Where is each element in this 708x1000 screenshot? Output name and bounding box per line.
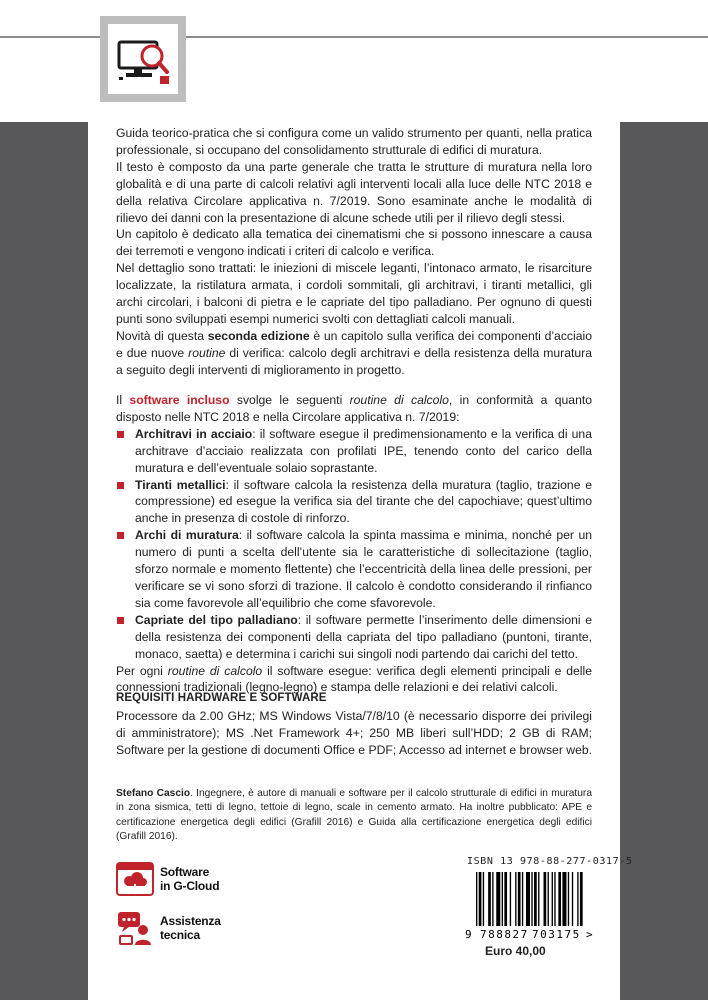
- closing-italic: routine di calcolo: [167, 663, 263, 678]
- software-list: [116, 426, 592, 663]
- requirements-block: [116, 690, 592, 759]
- support-chat-icon: [116, 910, 154, 946]
- novita-paragraph: [116, 328, 592, 379]
- isbn-text: ISBN 13 978-88-277-0317-5: [467, 856, 633, 867]
- software-italic: routine di calcolo: [349, 393, 449, 407]
- requirements-text: Processore da 2.00 GHz; MS Windows Vista/7/8/10 (è necessario disporre dei privilegi di amministratore); MS .Net Framework 4+; 250 MB liberi sull’HDD; 2 GB di RAM; Software per la gestione di documenti Office e PDF; Accesso ad internet e browser web.: [116, 708, 593, 757]
- software-pre: Il: [116, 393, 130, 407]
- barcode-bar: [522, 872, 523, 926]
- barcode-bar: [476, 872, 477, 926]
- barcode-bar: [552, 872, 553, 926]
- bullet-square-icon: [117, 482, 124, 489]
- software-block: [116, 392, 592, 696]
- barcode-bar: [531, 872, 532, 926]
- cloud-download-icon: [116, 862, 154, 896]
- bullet-square-icon: [117, 431, 124, 438]
- list-item: [116, 477, 592, 528]
- list-item-text: : il software calcola la resistenza della muratura (taglio, trazione e compressione) ed esegue la verifica sia del tirante che del capochiave; quest’ultimo anche in presenza di costole di rinforzo.: [135, 477, 592, 526]
- list-item: [116, 612, 592, 663]
- author-bio: . Ingegnere, è autore di manuali e software per il calcolo strutturale di edifici in muratura in zona sismica, tetti di legno, tettoie di legno, scale in cemento armato. Ha inoltre pubblicato: APE e certificazione energetica degli edifici (Grafill 2016) e Guida alla certificazione energetica degli edifici (Grafill 2016).: [116, 788, 592, 843]
- closing-post: il software esegue: verifica degli elementi principali e delle connessioni tradizionali (legno-legno) e stampa delle relazioni e dei relativi calcoli.: [116, 663, 592, 695]
- barcode-bar: [558, 872, 561, 926]
- barcode-bar: [568, 872, 569, 926]
- support-label: [160, 914, 221, 942]
- computer-magnifier-icon: [116, 34, 172, 86]
- barcode-bar: [526, 872, 530, 926]
- barcode-bar: [544, 872, 547, 926]
- barcode-bar: [483, 872, 484, 926]
- intro-paragraph-3: Un capitolo è dedicato alla tematica dei cinematismi che si possono innescare a causa dei terremoti e vengono indicati i criteri di calcolo e verifica.: [116, 227, 592, 259]
- software-intro: [116, 392, 592, 426]
- barcode-bars: [476, 872, 583, 926]
- badge-line-2: tecnica: [160, 928, 200, 942]
- barcode-bar: [492, 872, 493, 926]
- list-item: [116, 527, 592, 612]
- list-item-text: : il software permette l’inserimento delle dimensioni e della resistenza dei componenti della capriata del tipo palladiano (puntoni, tirante, monaco, saetta) e determina i carichi sui singoli nodi partendo dai carichi del tetto.: [135, 612, 593, 661]
- barcode: [464, 872, 596, 940]
- novita-italic: routine: [188, 345, 226, 360]
- barcode-bar: [572, 872, 573, 926]
- description-block: [116, 125, 592, 379]
- intro-paragraph-2: Il testo è composto da una parte generale che tratta le strutture di muratura nella loro globalità e di una parte di calcoli relativi agli interventi locali alla luce delle NTC 2018 e della relativa Circolare applicativa n. 7/2019. Sono esaminate anche le modalità di rilievo dei danni con la presentazione di alcune schede utili per il rilievo degli stessi.: [116, 159, 592, 225]
- list-item-title: Archi di muratura: [135, 528, 239, 543]
- barcode-bar: [479, 872, 482, 926]
- barcode-bar: [580, 872, 583, 926]
- barcode-bar: [534, 872, 537, 926]
- novita-mid: è un capitolo sulla verifica dei componenti d’acciaio e due nuove: [116, 328, 592, 360]
- badge-line-1: Software: [160, 865, 210, 879]
- barcode-first-digit: 9: [465, 928, 472, 940]
- list-item-text: : il software esegue il predimensionamento e la verifica di una architrave d’acciaio realizzata con profilati IPE, tenendo conto del carico della muratura e dell’eventuale solaio soprastante.: [135, 426, 592, 475]
- barcode-bar: [510, 872, 511, 926]
- barcode-right-digits: 703175: [532, 928, 581, 940]
- barcode-bar: [538, 872, 539, 926]
- software-post: , in conformità a quanto disposto nelle NTC 2018 e nella Circolare applicativa n. 7/2019:: [116, 393, 593, 424]
- barcode-bar: [518, 872, 521, 926]
- software-cloud-badge: [116, 862, 219, 896]
- list-item-title: Architravi in acciaio: [135, 426, 253, 441]
- barcode-bar: [554, 872, 555, 926]
- software-highlight: software incluso: [129, 393, 230, 407]
- barcode-bar: [488, 872, 491, 926]
- intro-paragraph-4: Nel dettaglio sono trattati: le iniezioni di miscele leganti, l’intonaco armato, le risarciture localizzate, la ristilatura armata, i cordoli sommitali, gli architravi, i tiranti metallici, gli archi circolari, i balconi di pietra e le capriate del tipo palladiano. Per ognuno di questi punti sono sviluppati esempi numerici svolti con dettagliati calcoli manuali.: [116, 261, 592, 326]
- barcode-bar: [496, 872, 500, 926]
- list-item-title: Capriate del tipo palladiano: [135, 612, 298, 627]
- bullet-square-icon: [117, 532, 124, 539]
- list-item: [116, 426, 592, 477]
- intro-paragraph-1: Guida teorico-pratica che si configura come un valido strumento per quanti, nella pratica professionale, si occupano del consolidamento strutturale di edifici di muratura.: [116, 126, 592, 157]
- barcode-left-digits: 788827: [480, 928, 529, 940]
- bullet-square-icon: [117, 617, 124, 624]
- closing-pre: Per ogni: [116, 663, 168, 678]
- right-gray-band: [620, 122, 708, 1000]
- author-name: Stefano Cascio: [116, 788, 191, 799]
- barcode-bar: [504, 872, 507, 926]
- barcode-bar: [577, 872, 578, 926]
- novita-post: di verifica: calcolo degli architravi e della resistenza della muratura a seguito degli interventi di miglioramento in progetto.: [116, 345, 592, 377]
- barcode-bar: [548, 872, 549, 926]
- barcode-bar: [562, 872, 566, 926]
- novita-bold: seconda edizione: [207, 328, 310, 343]
- barcode-bar: [515, 872, 516, 926]
- software-cloud-label: [160, 865, 219, 893]
- support-badge: [116, 910, 221, 946]
- author-paragraph: [116, 787, 592, 845]
- list-item-text: : il software calcola la spinta massima e minima, nonché per un numero di punti a scelta dell’utente sia le caratteristiche di sollecitazione (taglio, sforzo normale e momento flettente) che l’eccentricità della linea delle pressioni, per verificare se vi sono sforzi di trazione. Il calcolo è condotto considerando il rinfianco sia come favorevole all’equilibrio che come sfavorevole.: [135, 528, 593, 610]
- logo-frame: [100, 16, 186, 102]
- barcode-end-mark: >: [586, 928, 593, 940]
- novita-pre: Novità di questa: [116, 328, 208, 343]
- author-block: [116, 787, 592, 845]
- barcode-bar: [502, 872, 503, 926]
- list-item-title: Tiranti metallici: [135, 477, 226, 492]
- badge-line-1: Assistenza: [160, 914, 221, 928]
- software-mid: svolge le seguenti: [229, 393, 350, 407]
- left-gray-band: [0, 122, 88, 1000]
- price: Euro 40,00: [485, 944, 546, 958]
- badge-line-2: in G-Cloud: [160, 879, 220, 893]
- requirements-title: REQUISITI HARDWARE E SOFTWARE: [116, 692, 327, 704]
